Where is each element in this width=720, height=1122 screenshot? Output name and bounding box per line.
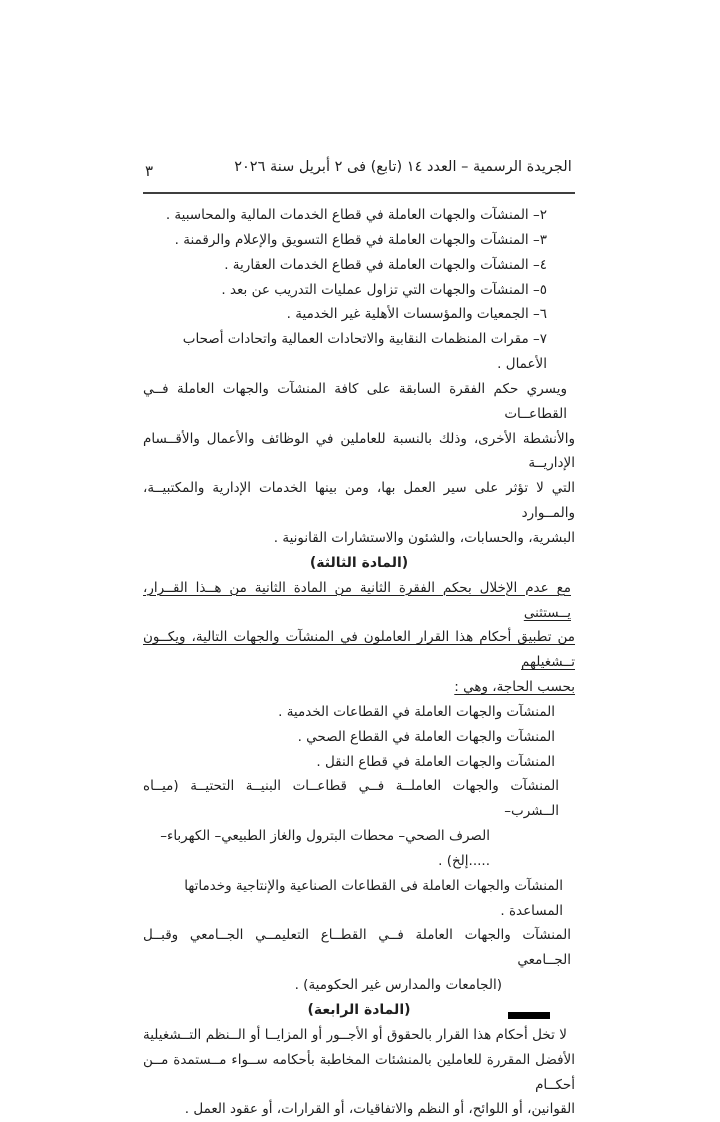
- numbered-item-4: ٤– المنشآت والجهات العاملة في قطاع الخدمات العقارية .: [224, 256, 547, 273]
- article-4-heading: (المادة الرابعة): [307, 1002, 411, 1018]
- article-3-heading: (المادة الثالثة): [309, 554, 409, 571]
- page-number: ٣: [145, 162, 154, 180]
- underlined-paragraph-line: بحسب الحاجة، وهي :: [454, 679, 575, 696]
- paragraph-line: التي لا تؤثر على سير العمل بها، ومن بينها الخدمات الإدارية والمكتبيــة، والمــوارد: [143, 480, 575, 522]
- numbered-item-2: ٢– المنشآت والجهات العاملة في قطاع الخدمات المالية والمحاسبية .: [165, 207, 547, 223]
- paragraph-line: الأفضل المقررة للعاملين بالمنشئات المخاطبة بأحكامه ســواء مــستمدة مــن أحكــام: [143, 1051, 575, 1093]
- paragraph-line: والأنشطة الأخرى، وذلك بالنسبة للعاملين في الوظائف والأعمال والأقــسام الإداريــة: [143, 430, 575, 472]
- paragraph-line: القوانين، أو اللوائح، أو النظم والاتفاقيات، أو القرارات، أو عقود العمل .: [184, 1101, 575, 1118]
- footer-mark: [508, 1012, 550, 1019]
- list-item-industrial-sectors: المنشآت والجهات العاملة فى القطاعات الصناعية والإنتاجية وخدماتها المساعدة .: [184, 877, 563, 919]
- underlined-paragraph-line: من تطبيق أحكام هذا القرار العاملون في المنشآت والجهات التالية، ويكــون تــشغيلهم: [143, 629, 575, 671]
- numbered-item-6: ٦– الجمعيات والمؤسسات الأهلية غير الخدمية .: [286, 306, 547, 323]
- gazette-header-title: الجريدة الرسمية – العدد ١٤ (تابع) فى ٢ أبريل سنة ٢٠٢٦: [234, 159, 572, 175]
- numbered-item-5: ٥– المنشآت والجهات التي تزاول عمليات التدريب عن بعد .: [221, 281, 547, 298]
- list-item-infrastructure: المنشآت والجهات العاملــة فــي قطاعــات البنيــة التحتيــة (ميــاه الــشرب–: [143, 778, 559, 820]
- numbered-item-3: ٣– المنشآت والجهات العاملة في قطاع التسويق والإعلام والرقمنة .: [174, 231, 547, 248]
- paragraph-line: لا تخل أحكام هذا القرار بالحقوق أو الأجــور أو المزايــا أو الــنظم التــشغيلية: [143, 1026, 567, 1043]
- document-body: [143, 203, 575, 1122]
- list-item-infrastructure-continued: الصرف الصحي– محطات البترول والغاز الطبيعي– الكهرباء– .....إلخ) .: [160, 828, 490, 869]
- header-rule: [143, 192, 575, 194]
- list-item-education-continued: (الجامعات والمدارس غير الحكومية) .: [294, 977, 502, 994]
- paragraph-line: البشرية، والحسابات، والشئون والاستشارات القانونية .: [273, 529, 575, 546]
- numbered-item-7: ٧– مقرات المنظمات النقابية والاتحادات العمالية واتحادات أصحاب الأعمال .: [182, 331, 547, 373]
- list-item-service-sectors: المنشآت والجهات العاملة في القطاعات الخدمية .: [278, 703, 555, 720]
- list-item-transport-sector: المنشآت والجهات العاملة في قطاع النقل .: [316, 753, 555, 770]
- list-item-health-sector: المنشآت والجهات العاملة في القطاع الصحي .: [297, 728, 555, 745]
- list-item-education-sector: المنشآت والجهات العاملة فــي القطــاع التعليمــي الجــامعي وقبــل الجــامعي: [143, 927, 571, 969]
- paragraph-line: ويسري حكم الفقرة السابقة على كافة المنشآت والجهات العاملة فــي القطاعــات: [143, 380, 567, 422]
- page-header: [143, 158, 575, 188]
- underlined-paragraph-line: مع عدم الإخلال بحكم الفقرة الثانية من المادة الثانية من هــذا القــرار، يــستثنى: [143, 579, 571, 621]
